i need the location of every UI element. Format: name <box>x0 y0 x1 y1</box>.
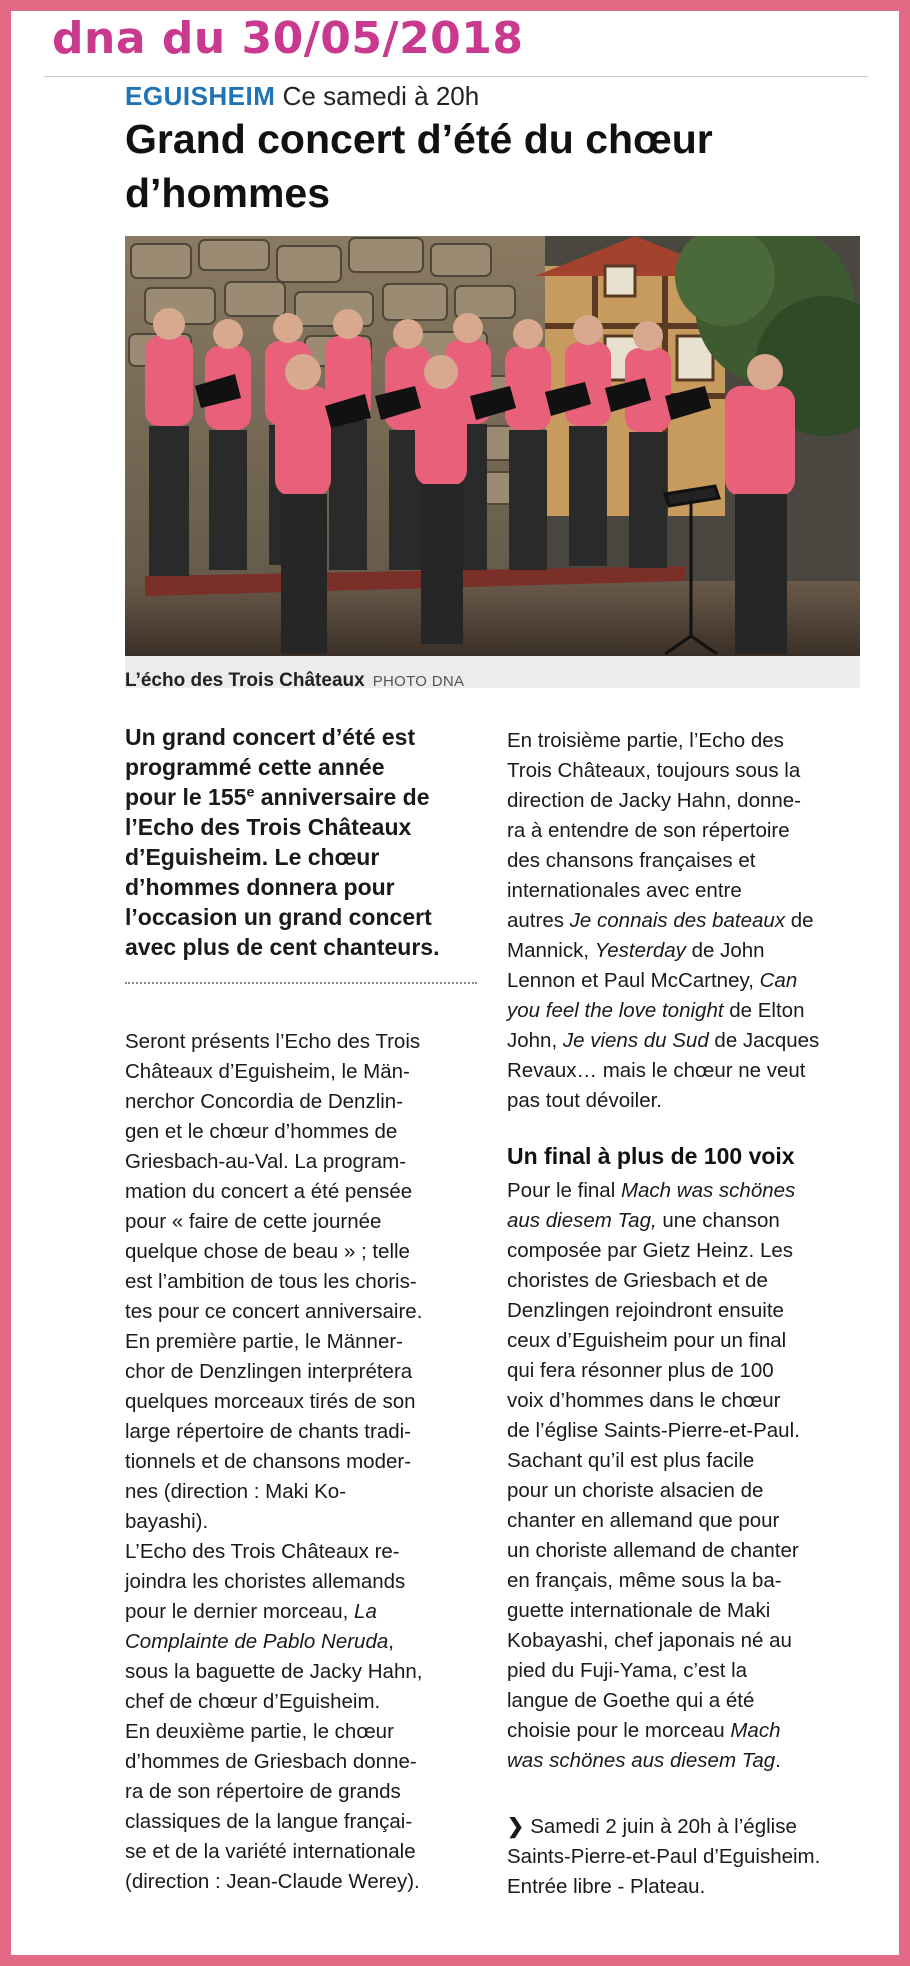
info-text: Samedi 2 juin à 20h à l’église <box>530 1815 797 1838</box>
top-divider <box>44 76 868 77</box>
song-title: Mach <box>730 1719 781 1742</box>
song-title: Yesterday <box>594 939 686 962</box>
body-line: ra à entendre de son répertoire <box>507 819 790 842</box>
body-line: quelque chose de beau » ; telle <box>125 1240 410 1263</box>
body-line: sous la baguette de Jacky Hahn, <box>125 1660 423 1683</box>
choir-photo <box>125 236 860 656</box>
body-line: d’hommes de Griesbach donne- <box>125 1750 417 1773</box>
body-line: bayashi). <box>125 1510 209 1533</box>
body-line: un choriste allemand de chanter <box>507 1539 799 1562</box>
song-title: Je viens du Sud <box>562 1029 709 1052</box>
body-line: En première partie, le Männer- <box>125 1330 404 1353</box>
song-title: Can <box>759 969 798 992</box>
lead-line: programmé cette année <box>125 754 385 780</box>
body-line: guette internationale de Maki <box>507 1599 771 1622</box>
body-line: mation du concert a été pensée <box>125 1180 413 1203</box>
body-line: L’Echo des Trois Châteaux re- <box>125 1540 400 1563</box>
body-line: de l’église Saints-Pierre-et-Paul. <box>507 1419 800 1442</box>
headline <box>125 112 845 220</box>
lead-line: l’occasion un grand concert <box>125 904 432 930</box>
info-line: Entrée libre - Plateau. <box>507 1875 706 1898</box>
headline-line: Grand concert d’été du chœur <box>125 116 713 162</box>
body-line: En troisième partie, l’Echo des <box>507 729 784 752</box>
body-text: Pour le final <box>507 1179 621 1202</box>
headline-line: d’hommes <box>125 170 331 216</box>
body-line: langue de Goethe qui a été <box>507 1689 755 1712</box>
body-line: joindra les choristes allemands <box>125 1570 406 1593</box>
body-line: direction de Jacky Hahn, donne- <box>507 789 802 812</box>
body-line: se et de la variété internationale <box>125 1840 416 1863</box>
body-text: Mannick, <box>507 939 595 962</box>
kicker <box>125 80 479 112</box>
song-title: Complainte de Pablo Neruda <box>125 1630 389 1653</box>
body-text: John, <box>507 1029 563 1052</box>
song-title: La <box>354 1600 377 1623</box>
body-line <box>507 1206 867 1236</box>
kicker-place: EGUISHEIM <box>125 81 276 111</box>
photo-credit: PHOTO DNA <box>372 673 465 690</box>
dotted-separator <box>125 982 477 984</box>
practical-info <box>507 1812 867 1902</box>
body-line: qui fera résonner plus de 100 <box>507 1359 774 1382</box>
lead-text: pour le 155 <box>125 784 247 810</box>
body-text: de Jacques <box>708 1029 820 1052</box>
body-line: composée par Gietz Heinz. Les <box>507 1239 793 1262</box>
body-line: Denzlingen rejoindront ensuite <box>507 1299 784 1322</box>
body-line: chef de chœur d’Eguisheim. <box>125 1690 381 1713</box>
photo-caption <box>125 656 860 691</box>
body-text: . <box>775 1749 781 1772</box>
body-line <box>507 1746 867 1776</box>
lead-superscript: e <box>246 784 255 801</box>
body-text: de <box>785 909 814 932</box>
body-line <box>125 1597 477 1627</box>
body-line: internationales avec entre <box>507 879 742 902</box>
body-line: pied du Fuji-Yama, c’est la <box>507 1659 748 1682</box>
lead-line: avec plus de cent chanteurs. <box>125 934 440 960</box>
lead-text: anniversaire de <box>254 784 430 810</box>
song-title: was schönes aus diesem Tag <box>507 1749 776 1772</box>
body-line: tes pour ce concert anniversaire. <box>125 1300 423 1323</box>
body-text: de John <box>685 939 765 962</box>
body-line: tionnels et de chansons moder- <box>125 1450 412 1473</box>
body-line: nerchor Concordia de Denzlin- <box>125 1090 404 1113</box>
body-line: chanter en allemand que pour <box>507 1509 780 1532</box>
lead-line: l’Echo des Trois Châteaux <box>125 814 412 840</box>
body-right-column-bottom <box>507 1176 867 1776</box>
info-line <box>507 1812 867 1842</box>
body-line: Châteaux d’Eguisheim, le Män- <box>125 1060 410 1083</box>
body-line: Revaux… mais le chœur ne veut <box>507 1059 806 1082</box>
body-line: ceux d’Eguisheim pour un final <box>507 1329 787 1352</box>
body-line <box>507 906 867 936</box>
body-right-column-top <box>507 726 867 1116</box>
body-line: Griesbach-au-Val. La program- <box>125 1150 407 1173</box>
body-text: choisie pour le morceau <box>507 1719 731 1742</box>
subheading: Un final à plus de 100 voix <box>507 1143 795 1169</box>
body-line <box>507 996 867 1026</box>
lead-paragraph <box>125 722 477 962</box>
body-text: , <box>388 1630 394 1653</box>
body-line: pas tout dévoiler. <box>507 1089 662 1112</box>
body-line: Kobayashi, chef japonais né au <box>507 1629 792 1652</box>
body-line: gen et le chœur d’hommes de <box>125 1120 398 1143</box>
body-text: pour le dernier morceau, <box>125 1600 355 1623</box>
body-left-column <box>125 1027 477 1897</box>
body-line: Seront présents l’Echo des Trois <box>125 1030 421 1053</box>
body-line: voix d’hommes dans le chœur <box>507 1389 781 1412</box>
kicker-when: Ce samedi à 20h <box>282 81 480 111</box>
body-line <box>507 1026 867 1056</box>
choir-photo-illustration <box>125 236 860 656</box>
caption-text: L’écho des Trois Châteaux <box>125 670 365 691</box>
body-line: Sachant qu’il est plus facile <box>507 1449 755 1472</box>
body-line: pour un choriste alsacien de <box>507 1479 764 1502</box>
body-line: chor de Denzlingen interprétera <box>125 1360 413 1383</box>
song-title: aus diesem Tag, <box>507 1209 657 1232</box>
body-line: pour « faire de cette journée <box>125 1210 382 1233</box>
body-line: des chansons françaises et <box>507 849 756 872</box>
info-line: Saints-Pierre-et-Paul d’Eguisheim. <box>507 1845 821 1868</box>
body-line: large répertoire de chants tradi- <box>125 1420 412 1443</box>
body-line: est l’ambition de tous les choris- <box>125 1270 417 1293</box>
body-line: classiques de la langue françai- <box>125 1810 413 1833</box>
source-label: dna du 30/05/2018 <box>52 13 524 64</box>
body-line: En deuxième partie, le chœur <box>125 1720 394 1743</box>
body-line: quelques morceaux tirés de son <box>125 1390 416 1413</box>
body-text: autres <box>507 909 570 932</box>
chevron-right-icon: ❯ <box>507 1815 525 1838</box>
body-text: une chanson <box>656 1209 780 1232</box>
body-line: en français, même sous la ba- <box>507 1569 782 1592</box>
body-line: choristes de Griesbach et de <box>507 1269 768 1292</box>
lead-line <box>125 782 477 812</box>
song-title: Mach was schönes <box>620 1179 796 1202</box>
body-line <box>125 1627 477 1657</box>
body-line <box>507 1716 867 1746</box>
body-line <box>507 1176 867 1206</box>
body-line: (direction : Jean-Claude Werey). <box>125 1870 420 1893</box>
lead-line: d’Eguisheim. Le chœur <box>125 844 380 870</box>
body-line <box>507 936 867 966</box>
song-title: you feel the love tonight <box>507 999 724 1022</box>
body-text: de Elton <box>723 999 805 1022</box>
lead-line: d’hommes donnera pour <box>125 874 395 900</box>
song-title: Je connais des bateaux <box>569 909 786 932</box>
body-text: Lennon et Paul McCartney, <box>507 969 760 992</box>
body-line <box>507 966 867 996</box>
body-line: Trois Châteaux, toujours sous la <box>507 759 801 782</box>
body-line: nes (direction : Maki Ko- <box>125 1480 347 1503</box>
lead-line: Un grand concert d’été est <box>125 724 416 750</box>
body-line: ra de son répertoire de grands <box>125 1780 401 1803</box>
